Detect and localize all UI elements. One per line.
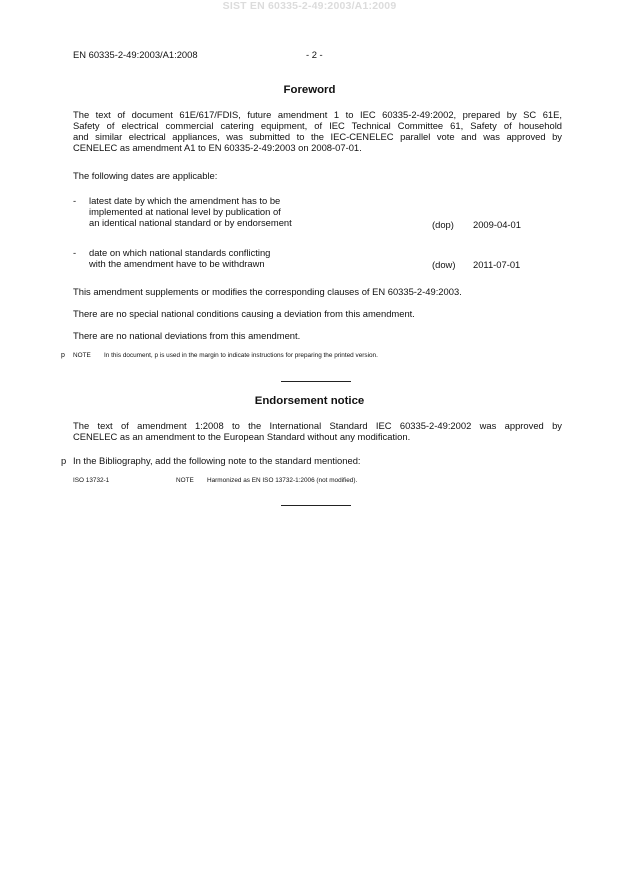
- watermark: SIST EN 60335-2-49:2003/A1:2009: [222, 0, 397, 12]
- foreword-intro-line: The text of document 61E/617/FDIS, future amendment 1 to IEC 60335-2-49:2002, prepared by SC 61E,: [73, 109, 562, 120]
- supplement-statement: This amendment supplements or modifies the corresponding clauses of EN 60335-2-49:2003.: [73, 286, 462, 297]
- endorsement-line: CENELEC as an amendment to the European Standard without any modification.: [73, 431, 411, 443]
- date-item-dop: [89, 195, 389, 228]
- no-special-conditions-statement: There are no special national conditions causing a deviation from this amendment.: [73, 308, 415, 319]
- bibliography-standard: ISO 13732-1: [73, 477, 110, 484]
- no-deviations-statement: There are no national deviations from this amendment.: [73, 330, 301, 341]
- dop-date: 2009-04-01: [473, 219, 521, 230]
- endorsement-paragraph: [73, 420, 562, 442]
- dop-abbreviation: (dop): [432, 219, 454, 230]
- note-text: In this document, p is used in the margin to indicate instructions for preparing the printed version.: [104, 352, 378, 359]
- page-number: - 2 -: [306, 49, 323, 60]
- endorsement-title: Endorsement notice: [254, 395, 365, 407]
- endorsement-line: The text of amendment 1:2008 to the International Standard IEC 60335-2-49:2002 was approved by: [73, 420, 562, 431]
- list-dash: -: [73, 247, 77, 258]
- bibliography-note-label: NOTE: [176, 477, 194, 484]
- date-item-line: implemented at national level by publication of: [89, 206, 281, 218]
- bibliography-instruction: In the Bibliography, add the following note to the standard mentioned:: [73, 455, 361, 466]
- foreword-intro-line: and similar electrical appliances, was submitted to the IEC-CENELEC parallel vote and was approved by: [73, 131, 562, 143]
- dow-date: 2011-07-01: [473, 259, 521, 270]
- section-divider: [281, 505, 351, 506]
- date-item-line: date on which national standards conflicting: [89, 247, 271, 258]
- foreword-intro-line: Safety of electrical commercial catering equipment, of IEC Technical Committee 61, Safety of household: [73, 120, 562, 132]
- margin-marker-p: p: [61, 352, 65, 359]
- date-item-line: with the amendment have to be withdrawn: [89, 258, 265, 270]
- foreword-intro-line: CENELEC as amendment A1 to EN 60335-2-49:2003 on 2008-07-01.: [73, 142, 362, 154]
- bibliography-note-text: Harmonized as EN ISO 13732-1:2006 (not modified).: [207, 477, 358, 484]
- date-item-line: latest date by which the amendment has to be: [89, 195, 281, 206]
- section-divider: [281, 381, 351, 382]
- dow-abbreviation: (dow): [432, 259, 456, 270]
- list-dash: -: [73, 195, 77, 206]
- date-item-dow: [89, 247, 389, 269]
- foreword-intro-paragraph: [73, 109, 562, 153]
- foreword-title: Foreword: [283, 84, 336, 96]
- date-item-line: an identical national standard or by endorsement: [89, 217, 292, 229]
- dates-intro: The following dates are applicable:: [73, 170, 218, 181]
- running-header-reference: EN 60335-2-49:2003/A1:2008: [73, 49, 198, 60]
- margin-marker-p: p: [61, 455, 67, 466]
- note-label: NOTE: [73, 352, 91, 359]
